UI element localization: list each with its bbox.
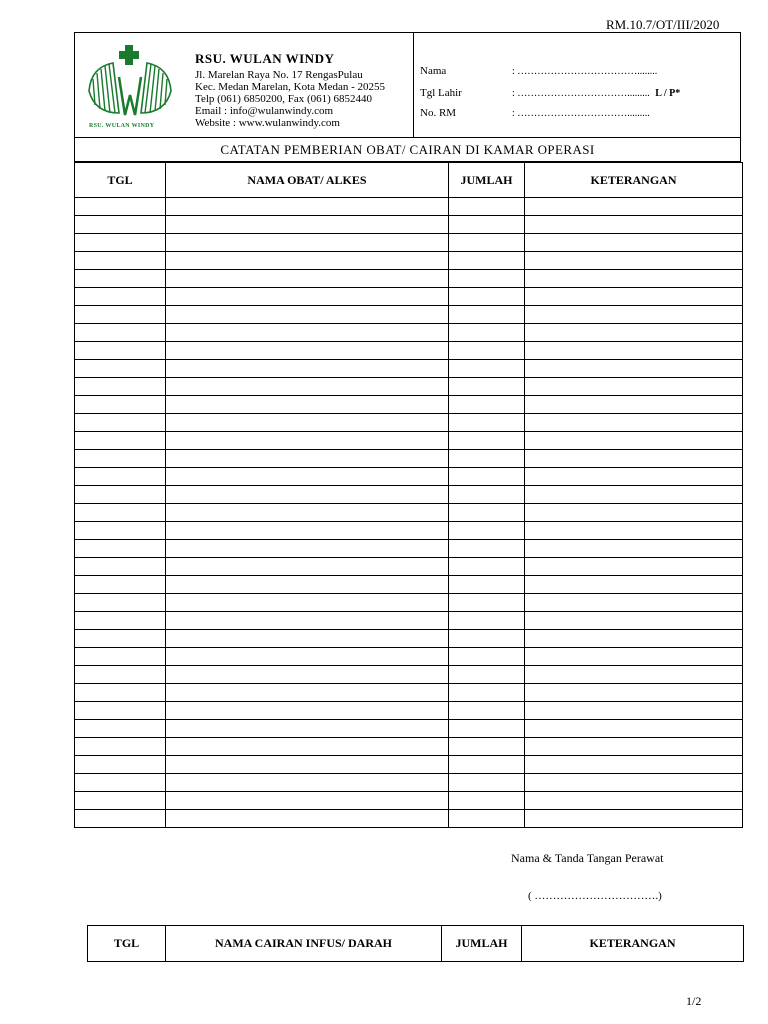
table-cell[interactable] bbox=[449, 414, 525, 432]
table-cell[interactable] bbox=[525, 252, 743, 270]
table-cell[interactable] bbox=[166, 432, 449, 450]
table-cell[interactable] bbox=[525, 558, 743, 576]
col-keterangan: KETERANGAN bbox=[522, 926, 744, 962]
table-cell[interactable] bbox=[75, 288, 166, 306]
table-row bbox=[75, 486, 743, 504]
col-jumlah: JUMLAH bbox=[442, 926, 522, 962]
table-cell[interactable] bbox=[449, 198, 525, 216]
table-cell[interactable] bbox=[449, 288, 525, 306]
patient-name-label: Nama bbox=[420, 65, 447, 77]
fluid-table bbox=[87, 925, 744, 962]
table-cell[interactable] bbox=[166, 252, 449, 270]
gender-options[interactable]: L / P* bbox=[655, 88, 681, 99]
table-row bbox=[75, 648, 743, 666]
table-cell[interactable] bbox=[166, 486, 449, 504]
table-cell[interactable] bbox=[75, 540, 166, 558]
table-cell[interactable] bbox=[525, 288, 743, 306]
table-cell[interactable] bbox=[449, 666, 525, 684]
form-title: CATATAN PEMBERIAN OBAT/ CAIRAN DI KAMAR OPERASI bbox=[75, 137, 740, 162]
table-cell[interactable] bbox=[449, 576, 525, 594]
table-cell[interactable] bbox=[525, 396, 743, 414]
table-cell[interactable] bbox=[75, 396, 166, 414]
table-cell[interactable] bbox=[525, 756, 743, 774]
hospital-logo-icon bbox=[83, 43, 177, 133]
table-cell[interactable] bbox=[449, 450, 525, 468]
table-cell[interactable] bbox=[449, 252, 525, 270]
table-cell[interactable] bbox=[525, 216, 743, 234]
table-cell[interactable] bbox=[75, 792, 166, 810]
patient-dob-field[interactable] bbox=[512, 88, 680, 99]
table-cell[interactable] bbox=[525, 504, 743, 522]
table-cell[interactable] bbox=[166, 468, 449, 486]
table-cell[interactable] bbox=[75, 324, 166, 342]
table-row bbox=[75, 558, 743, 576]
table-cell[interactable] bbox=[166, 648, 449, 666]
table-cell[interactable] bbox=[449, 594, 525, 612]
table-row bbox=[75, 198, 743, 216]
table-cell[interactable] bbox=[449, 216, 525, 234]
table-cell[interactable] bbox=[75, 684, 166, 702]
table-cell[interactable] bbox=[525, 630, 743, 648]
table-cell[interactable] bbox=[449, 540, 525, 558]
patient-dob-label: Tgl Lahir bbox=[420, 87, 462, 99]
table-cell[interactable] bbox=[525, 666, 743, 684]
table-cell[interactable] bbox=[75, 810, 166, 828]
hospital-address-1: Jl. Marelan Raya No. 17 RengasPulau bbox=[195, 69, 363, 81]
table-cell[interactable] bbox=[449, 360, 525, 378]
table-row bbox=[75, 540, 743, 558]
table-row bbox=[75, 270, 743, 288]
table-row bbox=[75, 324, 743, 342]
table-cell[interactable] bbox=[166, 612, 449, 630]
col-tgl: TGL bbox=[88, 926, 166, 962]
table-row bbox=[75, 360, 743, 378]
table-cell[interactable] bbox=[166, 288, 449, 306]
table-cell[interactable] bbox=[449, 630, 525, 648]
table-cell[interactable] bbox=[166, 720, 449, 738]
table-cell[interactable] bbox=[166, 756, 449, 774]
table-cell[interactable] bbox=[449, 558, 525, 576]
patient-dob-value: : ……………………………......... bbox=[512, 88, 650, 99]
table-cell[interactable] bbox=[449, 378, 525, 396]
table-cell[interactable] bbox=[525, 324, 743, 342]
table-cell[interactable] bbox=[75, 216, 166, 234]
table-row bbox=[75, 576, 743, 594]
table-row bbox=[75, 216, 743, 234]
col-nama-obat: NAMA OBAT/ ALKES bbox=[166, 163, 449, 198]
table-cell[interactable] bbox=[75, 558, 166, 576]
table-row bbox=[75, 630, 743, 648]
table-cell[interactable] bbox=[525, 810, 743, 828]
table-row bbox=[75, 504, 743, 522]
table-cell[interactable] bbox=[449, 648, 525, 666]
table-cell[interactable] bbox=[166, 270, 449, 288]
hospital-email: Email : info@wulanwindy.com bbox=[195, 105, 334, 117]
table-cell[interactable] bbox=[449, 306, 525, 324]
table-cell[interactable] bbox=[75, 504, 166, 522]
table-cell[interactable] bbox=[166, 558, 449, 576]
medication-table-header bbox=[75, 163, 743, 198]
table-row bbox=[75, 738, 743, 756]
table-cell[interactable] bbox=[525, 270, 743, 288]
hospital-address-2: Kec. Medan Marelan, Kota Medan - 20255 bbox=[195, 81, 385, 93]
table-cell[interactable] bbox=[166, 792, 449, 810]
table-cell[interactable] bbox=[525, 342, 743, 360]
table-cell[interactable] bbox=[449, 234, 525, 252]
table-cell[interactable] bbox=[449, 504, 525, 522]
table-cell[interactable] bbox=[525, 486, 743, 504]
table-cell[interactable] bbox=[525, 594, 743, 612]
table-cell[interactable] bbox=[75, 432, 166, 450]
table-cell[interactable] bbox=[525, 468, 743, 486]
patient-rm-label: No. RM bbox=[420, 107, 457, 119]
table-cell[interactable] bbox=[525, 378, 743, 396]
table-cell[interactable] bbox=[449, 720, 525, 738]
document-code: RM.10.7/OT/III/2020 bbox=[606, 17, 720, 32]
table-cell[interactable] bbox=[166, 306, 449, 324]
table-row bbox=[75, 684, 743, 702]
table-cell[interactable] bbox=[449, 612, 525, 630]
table-cell[interactable] bbox=[75, 360, 166, 378]
table-cell[interactable] bbox=[449, 792, 525, 810]
fluid-table-header bbox=[88, 926, 744, 962]
table-cell[interactable] bbox=[525, 540, 743, 558]
table-cell[interactable] bbox=[449, 324, 525, 342]
table-cell[interactable] bbox=[525, 432, 743, 450]
table-cell[interactable] bbox=[166, 396, 449, 414]
table-cell[interactable] bbox=[75, 468, 166, 486]
table-row bbox=[75, 720, 743, 738]
table-cell[interactable] bbox=[525, 774, 743, 792]
table-cell[interactable] bbox=[449, 468, 525, 486]
table-cell[interactable] bbox=[166, 666, 449, 684]
table-cell[interactable] bbox=[525, 306, 743, 324]
table-row bbox=[75, 522, 743, 540]
table-cell[interactable] bbox=[449, 432, 525, 450]
table-row bbox=[75, 450, 743, 468]
patient-rm-field[interactable]: : ……………………………......... bbox=[512, 108, 650, 119]
table-cell[interactable] bbox=[75, 720, 166, 738]
table-row bbox=[75, 468, 743, 486]
table-cell[interactable] bbox=[525, 684, 743, 702]
table-cell[interactable] bbox=[449, 702, 525, 720]
table-cell[interactable] bbox=[449, 684, 525, 702]
table-cell[interactable] bbox=[449, 522, 525, 540]
table-cell[interactable] bbox=[166, 810, 449, 828]
table-cell[interactable] bbox=[166, 576, 449, 594]
hospital-website: Website : www.wulanwindy.com bbox=[195, 117, 340, 129]
table-cell[interactable] bbox=[525, 198, 743, 216]
table-row bbox=[75, 774, 743, 792]
table-cell[interactable] bbox=[166, 504, 449, 522]
table-row bbox=[75, 792, 743, 810]
table-cell[interactable] bbox=[75, 666, 166, 684]
table-cell[interactable] bbox=[525, 234, 743, 252]
table-cell[interactable] bbox=[75, 342, 166, 360]
table-cell[interactable] bbox=[166, 684, 449, 702]
table-cell[interactable] bbox=[75, 252, 166, 270]
col-tgl: TGL bbox=[75, 163, 166, 198]
table-cell[interactable] bbox=[525, 612, 743, 630]
table-cell[interactable] bbox=[525, 720, 743, 738]
table-cell[interactable] bbox=[75, 630, 166, 648]
table-cell[interactable] bbox=[166, 540, 449, 558]
table-row bbox=[75, 342, 743, 360]
table-cell[interactable] bbox=[525, 414, 743, 432]
table-cell[interactable] bbox=[166, 378, 449, 396]
table-row bbox=[75, 612, 743, 630]
table-cell[interactable] bbox=[75, 576, 166, 594]
table-row bbox=[75, 432, 743, 450]
table-cell[interactable] bbox=[449, 270, 525, 288]
patient-name-field[interactable]: : ………………………………........ bbox=[512, 66, 658, 77]
signature-label: Nama & Tanda Tangan Perawat bbox=[511, 851, 664, 865]
table-row bbox=[75, 288, 743, 306]
table-cell[interactable] bbox=[525, 522, 743, 540]
page-number: 1/2 bbox=[686, 994, 702, 1008]
table-cell[interactable] bbox=[166, 522, 449, 540]
table-cell[interactable] bbox=[75, 648, 166, 666]
table-cell[interactable] bbox=[166, 342, 449, 360]
table-cell[interactable] bbox=[525, 648, 743, 666]
table-cell[interactable] bbox=[449, 342, 525, 360]
table-cell[interactable] bbox=[449, 810, 525, 828]
table-cell[interactable] bbox=[75, 612, 166, 630]
table-row bbox=[75, 594, 743, 612]
table-row bbox=[75, 234, 743, 252]
table-cell[interactable] bbox=[75, 594, 166, 612]
table-row bbox=[75, 306, 743, 324]
table-cell[interactable] bbox=[166, 198, 449, 216]
medication-table bbox=[74, 162, 743, 828]
table-cell[interactable] bbox=[449, 396, 525, 414]
table-cell[interactable] bbox=[75, 738, 166, 756]
table-cell[interactable] bbox=[166, 414, 449, 432]
table-cell[interactable] bbox=[75, 234, 166, 252]
col-keterangan: KETERANGAN bbox=[525, 163, 743, 198]
table-cell[interactable] bbox=[75, 270, 166, 288]
col-nama-cairan: NAMA CAIRAN INFUS/ DARAH bbox=[166, 926, 442, 962]
table-row bbox=[75, 702, 743, 720]
table-row bbox=[75, 414, 743, 432]
table-cell[interactable] bbox=[75, 756, 166, 774]
table-row bbox=[75, 396, 743, 414]
table-cell[interactable] bbox=[166, 324, 449, 342]
table-row bbox=[75, 810, 743, 828]
table-cell[interactable] bbox=[525, 576, 743, 594]
col-jumlah: JUMLAH bbox=[449, 163, 525, 198]
hospital-name: RSU. WULAN WINDY bbox=[195, 51, 335, 66]
table-cell[interactable] bbox=[166, 360, 449, 378]
table-cell[interactable] bbox=[166, 450, 449, 468]
table-cell[interactable] bbox=[75, 702, 166, 720]
table-row bbox=[75, 252, 743, 270]
table-cell[interactable] bbox=[449, 486, 525, 504]
header-box bbox=[74, 32, 741, 162]
table-cell[interactable] bbox=[166, 630, 449, 648]
table-cell[interactable] bbox=[525, 738, 743, 756]
table-cell[interactable] bbox=[75, 522, 166, 540]
table-cell[interactable] bbox=[166, 594, 449, 612]
table-cell[interactable] bbox=[75, 378, 166, 396]
hospital-info bbox=[75, 33, 414, 137]
table-cell[interactable] bbox=[75, 306, 166, 324]
table-cell[interactable] bbox=[75, 414, 166, 432]
table-cell[interactable] bbox=[166, 738, 449, 756]
table-cell[interactable] bbox=[449, 738, 525, 756]
table-cell[interactable] bbox=[75, 450, 166, 468]
table-cell[interactable] bbox=[525, 360, 743, 378]
table-row bbox=[75, 756, 743, 774]
table-cell[interactable] bbox=[166, 774, 449, 792]
table-cell[interactable] bbox=[166, 216, 449, 234]
signature-line[interactable]: ( …………………………….) bbox=[528, 890, 662, 902]
logo-caption: RSU. WULAN WINDY bbox=[89, 123, 155, 129]
table-cell[interactable] bbox=[449, 774, 525, 792]
table-cell[interactable] bbox=[75, 774, 166, 792]
table-cell[interactable] bbox=[75, 486, 166, 504]
table-cell[interactable] bbox=[525, 450, 743, 468]
hospital-phone: Telp (061) 6850200, Fax (061) 6852440 bbox=[195, 93, 373, 105]
table-cell[interactable] bbox=[449, 756, 525, 774]
table-cell[interactable] bbox=[166, 702, 449, 720]
table-cell[interactable] bbox=[525, 702, 743, 720]
table-row bbox=[75, 666, 743, 684]
table-row bbox=[75, 378, 743, 396]
table-cell[interactable] bbox=[525, 792, 743, 810]
table-cell[interactable] bbox=[166, 234, 449, 252]
table-cell[interactable] bbox=[75, 198, 166, 216]
